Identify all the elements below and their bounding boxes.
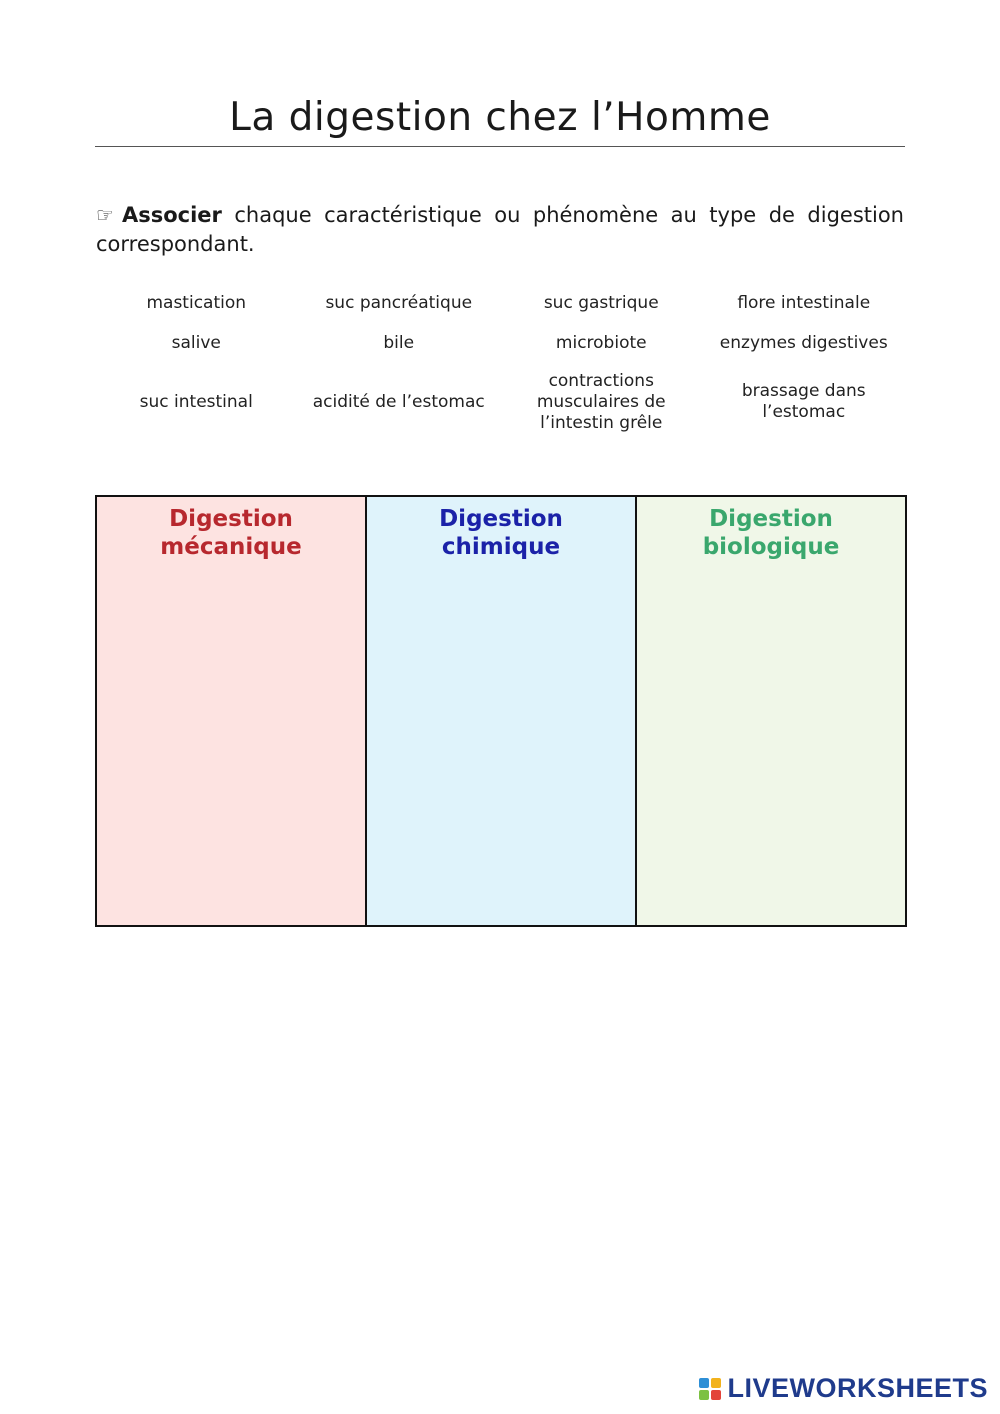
drop-zone-digestion-mecanique[interactable] bbox=[97, 497, 365, 925]
sorting-table bbox=[95, 495, 907, 927]
word-item[interactable]: flore intestinale bbox=[737, 292, 871, 313]
liveworksheets-logo-icon bbox=[699, 1378, 721, 1400]
word-bank bbox=[95, 282, 905, 442]
title-divider bbox=[95, 146, 905, 147]
word-item[interactable]: contractions musculaires de l’intestin grêle bbox=[536, 370, 666, 433]
word-item[interactable]: salive bbox=[171, 332, 221, 353]
page-title: La digestion chez l’Homme bbox=[229, 95, 771, 140]
word-item[interactable]: mastication bbox=[146, 292, 247, 313]
drop-zone-digestion-chimique[interactable] bbox=[365, 497, 635, 925]
pointing-hand-icon: ☞ bbox=[96, 203, 114, 227]
instruction bbox=[96, 201, 904, 259]
word-item[interactable]: brassage dans l’estomac bbox=[741, 381, 866, 422]
column-header-biologique: Digestion biologique bbox=[702, 506, 840, 560]
word-item[interactable]: bile bbox=[383, 332, 415, 353]
instruction-verb: Associer bbox=[121, 203, 222, 227]
word-item[interactable]: suc pancréatique bbox=[325, 292, 473, 313]
word-item[interactable]: microbiote bbox=[555, 332, 647, 353]
column-header-chimique: Digestion chimique bbox=[439, 506, 563, 560]
drop-zone-digestion-biologique[interactable] bbox=[635, 497, 905, 925]
liveworksheets-logo bbox=[699, 1373, 988, 1404]
word-item[interactable]: suc intestinal bbox=[139, 391, 253, 412]
word-item[interactable]: acidité de l’estomac bbox=[312, 391, 485, 412]
instruction-text: chaque caractéristique ou phénomène au type de digestion correspondant. bbox=[96, 203, 904, 256]
column-header-mecanique: Digestion mécanique bbox=[160, 506, 302, 560]
word-item[interactable]: enzymes digestives bbox=[719, 332, 888, 353]
brand-name: LIVEWORKSHEETS bbox=[727, 1373, 988, 1403]
word-item[interactable]: suc gastrique bbox=[543, 292, 659, 313]
